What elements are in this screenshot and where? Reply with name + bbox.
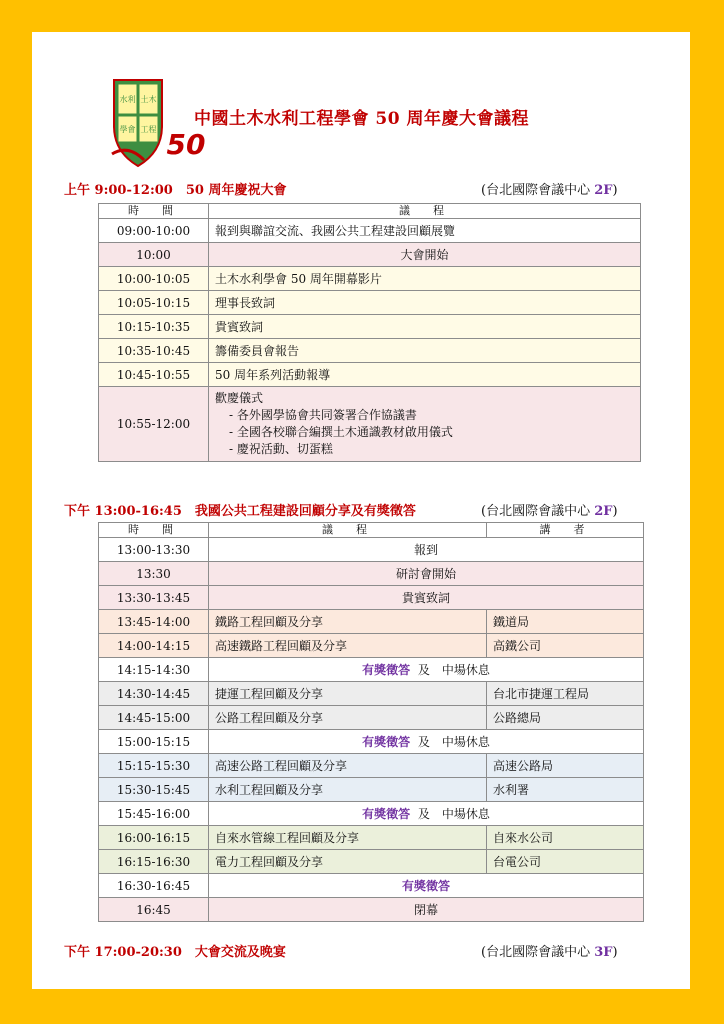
- evening-session-title: 下午 17:00-20:30 大會交流及晚宴: [64, 945, 286, 960]
- table-header-row: [99, 523, 644, 538]
- time-cell: 10:45-10:55: [99, 363, 209, 387]
- time-column-header: 時 間: [99, 523, 209, 538]
- speaker-cell: 水利署: [487, 778, 644, 802]
- table-row: [99, 850, 644, 874]
- ceremony-title: 歡慶儀式: [215, 391, 264, 405]
- agenda-cell: 水利工程回顧及分享: [209, 778, 487, 802]
- agenda-column-header: 議 程: [209, 523, 487, 538]
- afternoon-session-title: 下午 13:00-16:45 我國公共工程建設回顧分享及有獎徵答: [64, 504, 416, 519]
- table-row: [99, 538, 644, 562]
- time-cell: 16:15-16:30: [99, 850, 209, 874]
- svg-text:工程: 工程: [140, 125, 157, 134]
- agenda-cell: 理事長致詞: [209, 291, 641, 315]
- table-row: [99, 754, 644, 778]
- svg-text:水利: 水利: [119, 95, 136, 104]
- table-row: [99, 874, 644, 898]
- time-cell: 10:55-12:00: [99, 387, 209, 462]
- ceremony-subitem: - 慶祝活動、切蛋糕: [229, 442, 333, 456]
- page-title: 中國土木水利工程學會 50 周年慶大會議程: [194, 109, 529, 129]
- table-row: [99, 267, 641, 291]
- time-cell: 15:45-16:00: [99, 802, 209, 826]
- agenda-page: [32, 32, 690, 989]
- morning-session-venue: (台北國際會議中心 2F): [481, 183, 618, 198]
- time-cell: 14:15-14:30: [99, 658, 209, 682]
- agenda-column-header: 議 程: [209, 204, 641, 219]
- agenda-cell: 捷運工程回顧及分享: [209, 682, 487, 706]
- table-row: [99, 658, 644, 682]
- quiz-label: 有獎徵答: [401, 878, 450, 893]
- time-cell: 13:30: [99, 562, 209, 586]
- agenda-cell: 電力工程回顧及分享: [209, 850, 487, 874]
- agenda-cell: 報到: [209, 538, 644, 562]
- quiz-label: 有獎徵答: [362, 734, 411, 749]
- svg-text:土木: 土木: [140, 95, 157, 104]
- speaker-cell: 高速公路局: [487, 754, 644, 778]
- evening-session-venue: (台北國際會議中心 3F): [481, 945, 618, 960]
- time-cell: 14:30-14:45: [99, 682, 209, 706]
- time-cell: 15:00-15:15: [99, 730, 209, 754]
- agenda-cell: 高速鐵路工程回顧及分享: [209, 634, 487, 658]
- svg-text:學會: 學會: [119, 125, 136, 134]
- agenda-cell: 報到與聯誼交流、我國公共工程建設回顧展覽: [209, 219, 641, 243]
- time-cell: 16:45: [99, 898, 209, 922]
- time-cell: 13:00-13:30: [99, 538, 209, 562]
- table-row: [99, 562, 644, 586]
- table-row: [99, 730, 644, 754]
- table-row: [99, 706, 644, 730]
- table-row: [99, 778, 644, 802]
- table-row: [99, 826, 644, 850]
- agenda-cell: 有獎徵答 及 中場休息: [209, 730, 644, 754]
- time-cell: 09:00-10:00: [99, 219, 209, 243]
- table-row: [99, 243, 641, 267]
- agenda-cell: 閉幕: [209, 898, 644, 922]
- ceremony-subitem: - 各外國學協會共同簽署合作協議書: [229, 408, 417, 422]
- table-row: [99, 802, 644, 826]
- ceremony-subitem: - 全國各校聯合編撰土木通識教材啟用儀式: [229, 425, 453, 439]
- speaker-cell: 台北市捷運工程局: [487, 682, 644, 706]
- speaker-column-header: 講 者: [487, 523, 644, 538]
- time-cell: 15:15-15:30: [99, 754, 209, 778]
- time-cell: 10:05-10:15: [99, 291, 209, 315]
- table-row: [99, 586, 644, 610]
- table-row: [99, 387, 641, 462]
- agenda-cell: 50 周年系列活動報導: [209, 363, 641, 387]
- speaker-cell: 高鐵公司: [487, 634, 644, 658]
- table-row: [99, 219, 641, 243]
- quiz-label: 有獎徵答: [362, 662, 411, 677]
- time-cell: 13:45-14:00: [99, 610, 209, 634]
- table-row: [99, 339, 641, 363]
- agenda-cell: 自來水管線工程回顧及分享: [209, 826, 487, 850]
- table-row: [99, 898, 644, 922]
- afternoon-session-venue: (台北國際會議中心 2F): [481, 504, 618, 519]
- time-cell: 10:15-10:35: [99, 315, 209, 339]
- time-cell: 15:30-15:45: [99, 778, 209, 802]
- agenda-cell: 有獎徵答 及 中場休息: [209, 658, 644, 682]
- agenda-cell: 公路工程回顧及分享: [209, 706, 487, 730]
- table-header-row: [99, 204, 641, 219]
- agenda-cell: 籌備委員會報告: [209, 339, 641, 363]
- agenda-cell: 貴賓致詞: [209, 315, 641, 339]
- agenda-cell: 大會開始: [209, 243, 641, 267]
- time-cell: 14:00-14:15: [99, 634, 209, 658]
- agenda-cell: [209, 874, 644, 898]
- agenda-cell: [209, 387, 641, 462]
- table-row: [99, 363, 641, 387]
- svg-text:50: 50: [166, 128, 206, 161]
- quiz-label: 有獎徵答: [362, 806, 411, 821]
- society-logo: [108, 74, 208, 174]
- speaker-cell: 鐵道局: [487, 610, 644, 634]
- morning-session-title: 上午 9:00-12:00 50 周年慶祝大會: [64, 183, 287, 198]
- morning-agenda-table: [98, 203, 641, 462]
- time-cell: 13:30-13:45: [99, 586, 209, 610]
- afternoon-agenda-table: [98, 522, 644, 922]
- speaker-cell: 公路總局: [487, 706, 644, 730]
- agenda-cell: 鐵路工程回顧及分享: [209, 610, 487, 634]
- agenda-cell: 高速公路工程回顧及分享: [209, 754, 487, 778]
- time-column-header: 時 間: [99, 204, 209, 219]
- table-row: [99, 682, 644, 706]
- time-cell: 16:00-16:15: [99, 826, 209, 850]
- speaker-cell: 自來水公司: [487, 826, 644, 850]
- time-cell: 10:00-10:05: [99, 267, 209, 291]
- speaker-cell: 台電公司: [487, 850, 644, 874]
- agenda-cell: 有獎徵答 及 中場休息: [209, 802, 644, 826]
- time-cell: 14:45-15:00: [99, 706, 209, 730]
- agenda-cell: 貴賓致詞: [209, 586, 644, 610]
- table-row: [99, 315, 641, 339]
- time-cell: 10:35-10:45: [99, 339, 209, 363]
- agenda-cell: 土木水利學會 50 周年開幕影片: [209, 267, 641, 291]
- time-cell: 16:30-16:45: [99, 874, 209, 898]
- table-row: [99, 291, 641, 315]
- table-row: [99, 634, 644, 658]
- table-row: [99, 610, 644, 634]
- society-logo-icon: [108, 74, 208, 174]
- time-cell: 10:00: [99, 243, 209, 267]
- agenda-cell: 研討會開始: [209, 562, 644, 586]
